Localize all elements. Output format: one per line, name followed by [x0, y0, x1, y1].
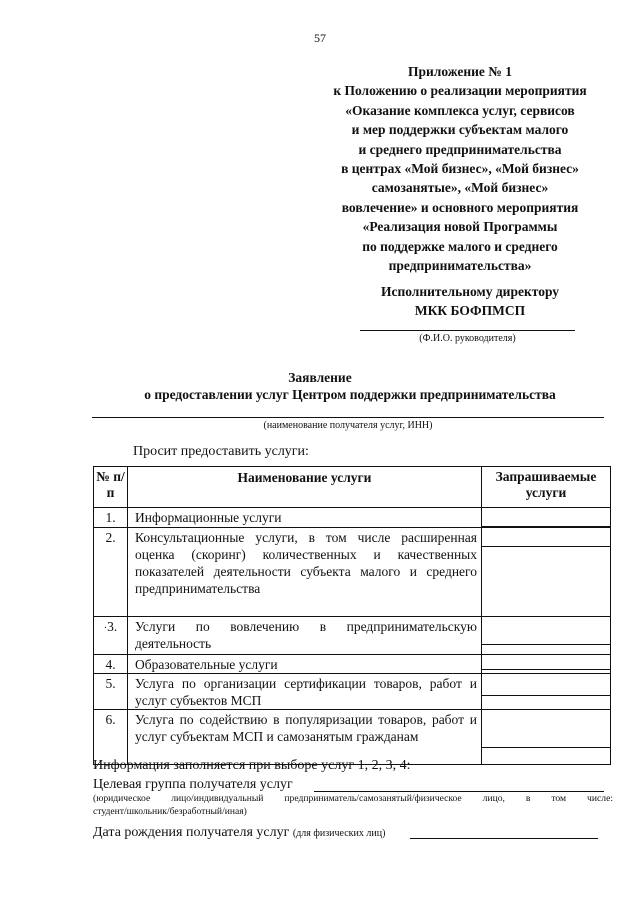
row-num: 4.: [94, 655, 128, 674]
dob-field[interactable]: [410, 838, 598, 839]
appendix-line: и мер поддержки субъектам малого: [351, 122, 569, 138]
appendix-line: «Реализация новой Программы: [362, 219, 558, 235]
row-num: 1.: [94, 508, 128, 528]
row-requested-cell[interactable]: [482, 617, 611, 655]
appendix-line: предпринимательства»: [388, 258, 532, 274]
document-subtitle: о предоставлении услуг Центром поддержки предпринимательства: [144, 387, 556, 402]
table-row: [94, 617, 611, 655]
appendix-line: к Положению о реализации мероприятия: [333, 83, 587, 99]
row-num: 5.: [94, 674, 128, 710]
row-service-name: Информационные услуги: [128, 508, 482, 528]
asks-text: Просит предоставить услуги:: [133, 444, 309, 459]
target-group-hint: (юридическое лицо/индивидуальный предприниматель/самозанятый/физическое лицо, в том числе:: [93, 793, 613, 804]
table-header-row: [94, 467, 611, 508]
appendix-line: и среднего предпринимательства: [358, 141, 562, 157]
appendix-line: самозанятые», «Мой бизнес»: [371, 180, 549, 196]
services-table: [93, 466, 611, 765]
dob-hint: (для физических лиц): [292, 828, 386, 839]
addressee-block: [320, 283, 620, 320]
table-row: [94, 655, 611, 674]
row-requested-cell[interactable]: [482, 674, 611, 710]
target-group-hint-continued: студент/школьник/безработный/иная): [93, 806, 247, 817]
target-group-field[interactable]: [314, 791, 604, 792]
recipient-caption: (наименование получателя услуг, ИНН): [263, 420, 433, 431]
row-requested-cell[interactable]: [482, 508, 611, 528]
row-num: ·3.: [94, 617, 128, 655]
director-name-caption: (Ф.И.О. руководителя): [419, 333, 516, 344]
row-service-name: Услуги по вовлечению в предпринимательскую деятельность: [128, 617, 482, 655]
appendix-line: по поддержке малого и среднего: [362, 238, 558, 254]
target-group-label: Целевая группа получателя услуг: [93, 777, 293, 792]
appendix-line: в центрах «Мой бизнес», «Мой бизнес»: [341, 161, 579, 177]
header-requested: Запрашиваемые услуги: [482, 467, 611, 508]
dob-label: Дата рождения получателя услуг: [93, 825, 290, 840]
director-name-field[interactable]: [360, 330, 575, 331]
row-num: 6.: [94, 710, 128, 765]
addressee-title: Исполнительному директору: [380, 284, 560, 299]
table-row: [94, 528, 611, 617]
appendix-line: «Оказание комплекса услуг, сервисов: [345, 102, 575, 118]
header-name: Наименование услуги: [128, 467, 482, 508]
document-title: Заявление: [288, 370, 352, 385]
row-requested-cell[interactable]: [482, 528, 611, 617]
appendix-heading: [290, 62, 630, 275]
appendix-line: Приложение № 1: [408, 64, 512, 79]
table-row: [94, 674, 611, 710]
table-row: [94, 710, 611, 765]
page-number: 57: [314, 31, 326, 45]
row-requested-cell[interactable]: [482, 710, 611, 765]
appendix-line: вовлечение» и основного мероприятия: [341, 199, 579, 215]
table-row: [94, 508, 611, 528]
info-text: Информация заполняется при выборе услуг 1, 2, 3, 4:: [93, 758, 411, 773]
row-requested-cell[interactable]: [482, 655, 611, 674]
recipient-name-field[interactable]: [92, 417, 604, 418]
row-service-name: Образовательные услуги: [128, 655, 482, 674]
dob-label-line: [93, 825, 385, 841]
row-service-name: Консультационные услуги, в том числе расширенная оценка (скоринг) количественных и качественных показателей деятельности субъекта малого и среднего предпринимательства: [128, 528, 482, 617]
row-service-name: Услуга по содействию в популяризации товаров, работ и услуг субъектам МСП и самозанятым гражданам: [128, 710, 482, 765]
row-service-name: Услуга по организации сертификации товаров, работ и услуг субъектов МСП: [128, 674, 482, 710]
addressee-org: МКК БОФПМСП: [414, 302, 526, 318]
row-num: 2.: [94, 528, 128, 617]
header-num: № п/п: [94, 467, 128, 508]
